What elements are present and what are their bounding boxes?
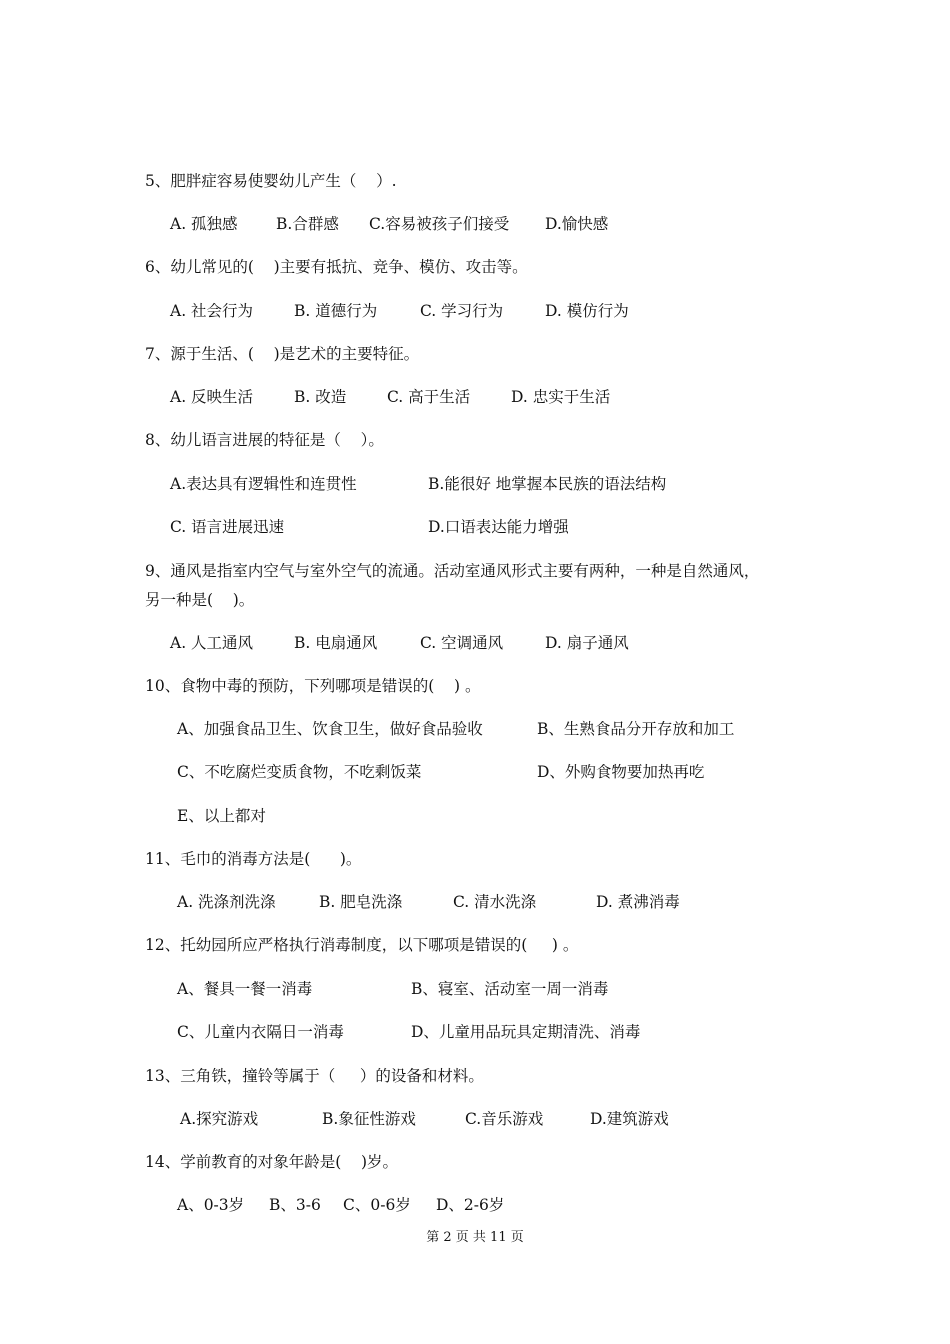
question-9-option-c: C. 空调通风 <box>420 634 504 652</box>
question-11-option-b: B. 肥皂洗涤 <box>319 893 403 911</box>
question-7-option-a: A. 反映生活 <box>170 388 254 406</box>
question-8-option-d: D.口语表达能力增强 <box>428 518 569 536</box>
question-10-option-b: B、生熟食品分开存放和加工 <box>537 720 735 738</box>
question-6-option-c: C. 学习行为 <box>420 302 504 320</box>
question-5-stem: 5、肥胖症容易使婴幼儿产生（ ）. <box>145 172 397 190</box>
question-9-option-a: A. 人工通风 <box>170 634 254 652</box>
question-7-option-d: D. 忠实于生活 <box>511 388 611 406</box>
question-8-option-b: B.能很好 地掌握本民族的语法结构 <box>428 475 667 493</box>
question-10-stem: 10、食物中毒的预防，下列哪项是错误的( ) 。 <box>145 677 481 695</box>
question-6-option-a: A. 社会行为 <box>170 302 254 320</box>
question-14-option-b: B、3-6 <box>269 1196 321 1214</box>
question-9-stem: 9、通风是指室内空气与室外空气的流通。活动室通风形式主要有两种，一种是自然通风， <box>145 562 760 580</box>
page-footer: 第 2 页 共 11 页 <box>426 1230 524 1245</box>
question-11-stem: 11、毛巾的消毒方法是( )。 <box>145 850 362 868</box>
question-12-option-b: B、寝室、活动室一周一消毒 <box>411 980 609 998</box>
question-11-option-d: D. 煮沸消毒 <box>596 893 680 911</box>
question-10-option-a: A、加强食品卫生、饮食卫生，做好食品验收 <box>177 720 483 738</box>
question-7-option-b: B. 改造 <box>294 388 347 406</box>
question-5-option-b: B.合群感 <box>276 215 339 233</box>
question-14-option-c: C、0-6岁 <box>343 1196 411 1214</box>
question-13-option-b: B.象征性游戏 <box>322 1110 416 1128</box>
question-9-stem-continued: 另一种是( )。 <box>145 591 255 609</box>
question-13-option-c: C.音乐游戏 <box>465 1110 544 1128</box>
question-5-option-d: D.愉快感 <box>545 215 609 233</box>
question-13-stem: 13、三角铁，撞铃等属于（ ）的设备和材料。 <box>145 1067 484 1085</box>
question-13-option-d: D.建筑游戏 <box>590 1110 669 1128</box>
question-10-option-c: C、不吃腐烂变质食物，不吃剩饭菜 <box>177 763 422 781</box>
question-13-option-a: A.探究游戏 <box>180 1110 259 1128</box>
question-7-stem: 7、源于生活、( )是艺术的主要特征。 <box>145 345 420 363</box>
question-9-option-b: B. 电扇通风 <box>294 634 378 652</box>
question-8-option-c: C. 语言进展迅速 <box>170 518 285 536</box>
question-14-option-d: D、2-6岁 <box>436 1196 505 1214</box>
question-14-option-a: A、0-3岁 <box>177 1196 245 1214</box>
question-11-option-a: A. 洗涤剂洗涤 <box>177 893 276 911</box>
question-8-stem: 8、幼儿语言进展的特征是（ ）。 <box>145 431 384 449</box>
question-7-option-c: C. 高于生活 <box>387 388 471 406</box>
question-8-option-a: A.表达具有逻辑性和连贯性 <box>170 475 357 493</box>
question-11-option-c: C. 清水洗涤 <box>453 893 537 911</box>
question-14-stem: 14、学前教育的对象年龄是( )岁。 <box>145 1153 399 1171</box>
question-10-option-d: D、外购食物要加热再吃 <box>537 763 705 781</box>
question-12-option-a: A、餐具一餐一消毒 <box>177 980 313 998</box>
question-6-stem: 6、幼儿常见的( )主要有抵抗、竞争、模仿、攻击等。 <box>145 258 528 276</box>
question-6-option-d: D. 模仿行为 <box>545 302 629 320</box>
question-6-option-b: B. 道德行为 <box>294 302 378 320</box>
question-9-option-d: D. 扇子通风 <box>545 634 629 652</box>
question-12-option-c: C、儿童内衣隔日一消毒 <box>177 1023 344 1041</box>
question-5-option-a: A. 孤独感 <box>170 215 238 233</box>
question-12-option-d: D、儿童用品玩具定期清洗、消毒 <box>411 1023 641 1041</box>
question-10-option-e: E、以上都对 <box>177 807 266 825</box>
question-12-stem: 12、托幼园所应严格执行消毒制度，以下哪项是错误的( ) 。 <box>145 936 579 954</box>
question-5-option-c: C.容易被孩子们接受 <box>369 215 510 233</box>
